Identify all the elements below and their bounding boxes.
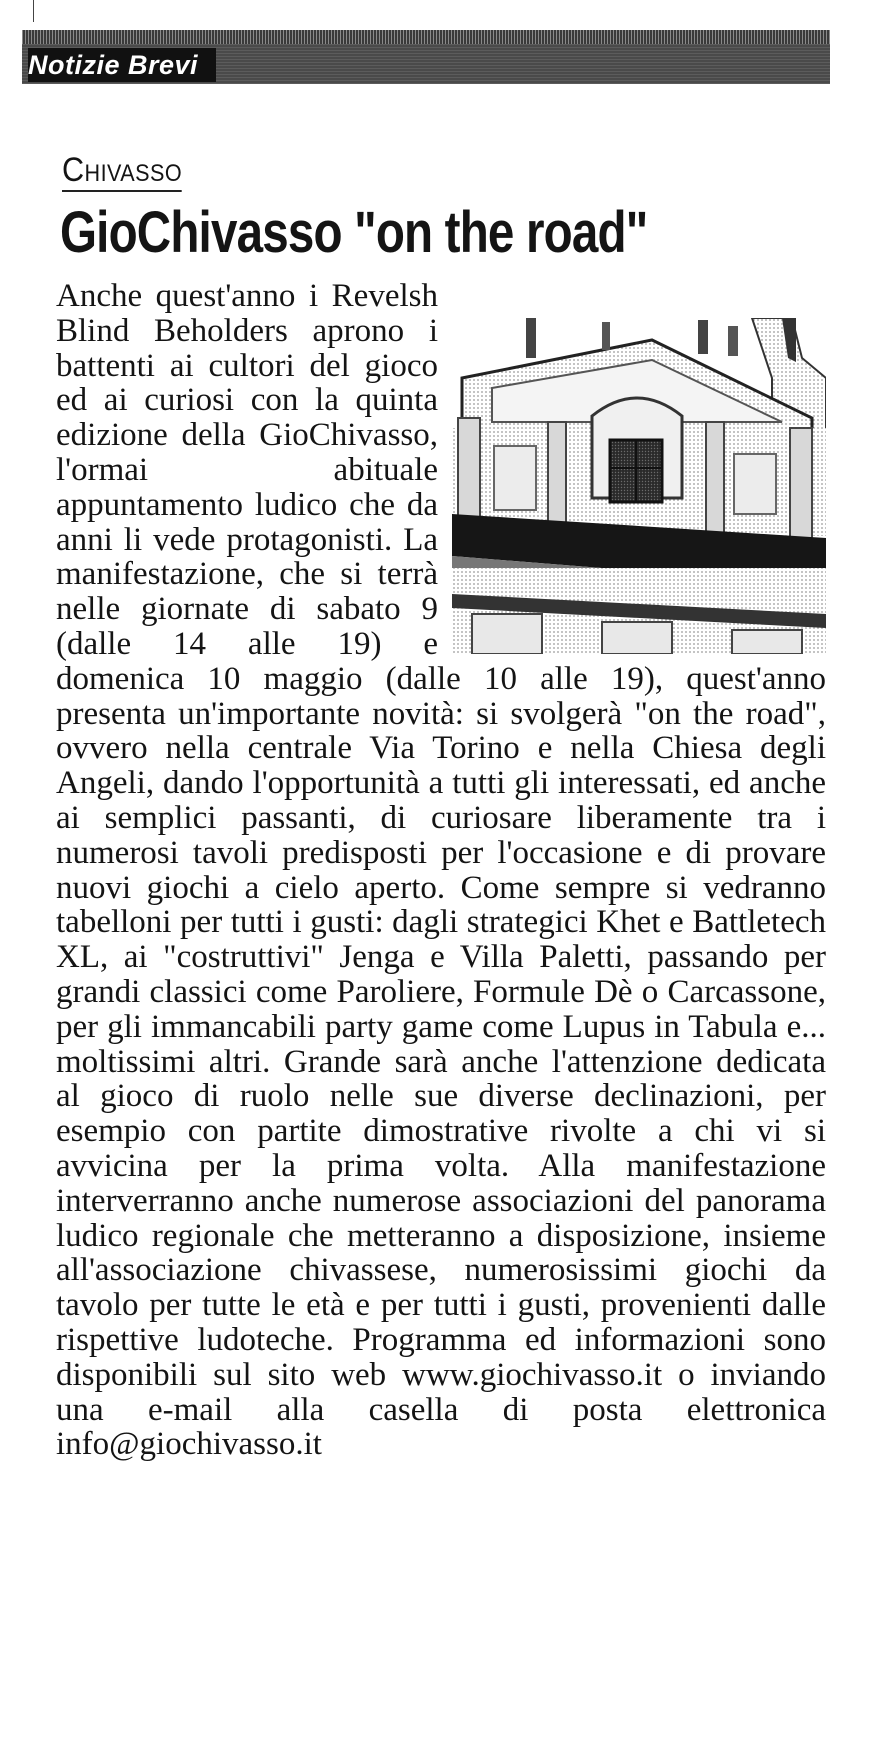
section-label: Notizie Brevi [28, 48, 216, 82]
banner-halftone-strip [22, 30, 830, 44]
article-body-paragraph: Anche quest'anno i Revelsh Blind Beholders aprono i battenti ai cultori del gioco ed ai curiosi con la quinta edizione della GioChivasso, l'ormai abituale appuntamento ludico che da anni li vede protagonisti. La manifestazione, che si terrà nelle giornate di sabato 9 (dalle 14 alle 19) e domenica 10 maggio (dalle 10 alle 19), quest'anno presenta un'importante novità: si svolgerà "on the road", ovvero nella centrale Via Torino e nella Chiesa degli Angeli, dando l'opportunità a tutti gli interessati, ed anche ai semplici passanti, di curiosare liberamente tra i numerosi tavoli predisposti per l'occasione e di provare nuovi giochi a cielo aperto. Come sempre si vedranno tabelloni per tutti i gusti: dagli strategici Khet e Battletech XL, ai "costruttivi" Jenga e Villa Paletti, passando per grandi classici come Paroliere, Formule Dè o Carcassone, per gli immancabili party game come Lupus in Tabula e... moltissimi altri. Grande sarà anche l'attenzione dedicata al gioco di ruolo nelle sue diverse declinazioni, per esempio con partite dimostrative rivolte a chi vi si avvicina per la prima volta. Alla manifestazione interverranno anche numerose associazioni del panorama ludico regionale che metteranno a disposizione, insieme all'associazione chivassese, numerosissimi giochi da tavolo per tutte le età e per tutti i gusti, provenienti dalle rispettive ludoteche. Programma ed informazioni sono disponibili sul sito web www.giochivasso.it o inviando una e-mail alla casella di posta elettronica info@giochivasso.it [56, 278, 826, 1463]
photo-text-wrap-space [438, 279, 826, 657]
column-edge-mark [33, 0, 34, 22]
section-banner [22, 30, 830, 84]
article-body [56, 279, 826, 1462]
article-kicker: Chivasso [62, 150, 182, 192]
article-headline: GioChivasso "on the road" [60, 200, 648, 265]
